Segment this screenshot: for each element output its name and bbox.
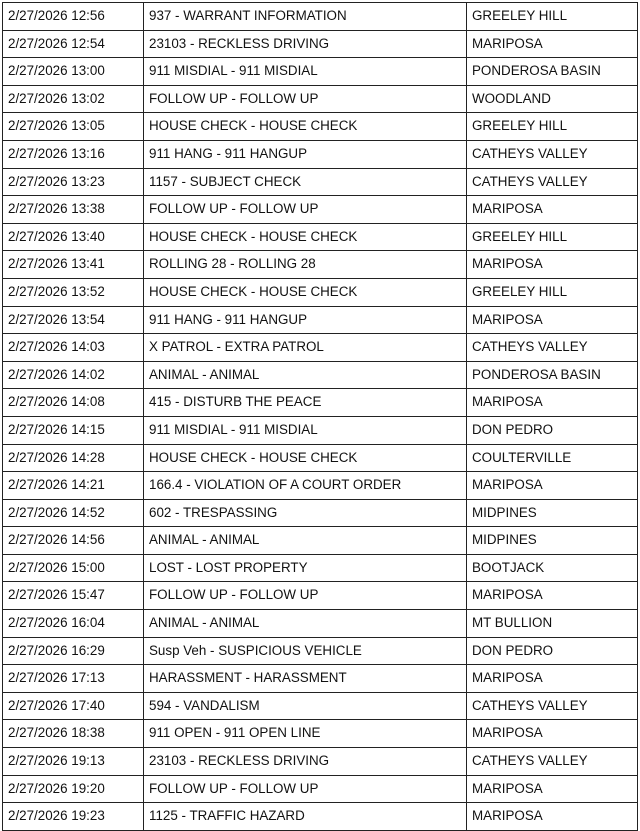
- location-cell: MARIPOSA: [467, 30, 638, 58]
- table-row: [3, 334, 638, 362]
- location-cell: WOODLAND: [467, 85, 638, 113]
- table-row: [3, 665, 638, 693]
- table-row: [3, 610, 638, 638]
- table-row: [3, 554, 638, 582]
- call-type-cell: HARASSMENT - HARASSMENT: [144, 665, 467, 693]
- datetime-cell: 2/27/2026 13:05: [3, 113, 144, 141]
- datetime-cell: 2/27/2026 18:38: [3, 720, 144, 748]
- location-cell: DON PEDRO: [467, 637, 638, 665]
- table-row: [3, 582, 638, 610]
- datetime-cell: 2/27/2026 14:02: [3, 361, 144, 389]
- call-type-cell: FOLLOW UP - FOLLOW UP: [144, 196, 467, 224]
- call-type-cell: LOST - LOST PROPERTY: [144, 554, 467, 582]
- datetime-cell: 2/27/2026 13:38: [3, 196, 144, 224]
- call-type-cell: 1125 - TRAFFIC HAZARD: [144, 803, 467, 831]
- datetime-cell: 2/27/2026 12:56: [3, 3, 144, 31]
- location-cell: MIDPINES: [467, 527, 638, 555]
- table-row: [3, 416, 638, 444]
- datetime-cell: 2/27/2026 13:02: [3, 85, 144, 113]
- call-type-cell: HOUSE CHECK - HOUSE CHECK: [144, 113, 467, 141]
- table-row: [3, 361, 638, 389]
- table-row: [3, 527, 638, 555]
- datetime-cell: 2/27/2026 13:16: [3, 140, 144, 168]
- table-row: [3, 140, 638, 168]
- call-type-cell: 415 - DISTURB THE PEACE: [144, 389, 467, 417]
- call-type-cell: 23103 - RECKLESS DRIVING: [144, 748, 467, 776]
- datetime-cell: 2/27/2026 13:23: [3, 168, 144, 196]
- table-row: [3, 720, 638, 748]
- location-cell: MARIPOSA: [467, 472, 638, 500]
- table-row: [3, 389, 638, 417]
- location-cell: MT BULLION: [467, 610, 638, 638]
- call-type-cell: 911 MISDIAL - 911 MISDIAL: [144, 416, 467, 444]
- call-type-cell: ANIMAL - ANIMAL: [144, 527, 467, 555]
- location-cell: COULTERVILLE: [467, 444, 638, 472]
- call-type-cell: X PATROL - EXTRA PATROL: [144, 334, 467, 362]
- location-cell: MIDPINES: [467, 499, 638, 527]
- location-cell: GREELEY HILL: [467, 223, 638, 251]
- location-cell: DON PEDRO: [467, 416, 638, 444]
- datetime-cell: 2/27/2026 13:54: [3, 306, 144, 334]
- datetime-cell: 2/27/2026 14:52: [3, 499, 144, 527]
- location-cell: MARIPOSA: [467, 720, 638, 748]
- datetime-cell: 2/27/2026 13:41: [3, 251, 144, 279]
- location-cell: MARIPOSA: [467, 665, 638, 693]
- datetime-cell: 2/27/2026 15:47: [3, 582, 144, 610]
- location-cell: GREELEY HILL: [467, 113, 638, 141]
- table-row: [3, 775, 638, 803]
- call-type-cell: 594 - VANDALISM: [144, 692, 467, 720]
- table-row: [3, 748, 638, 776]
- location-cell: MARIPOSA: [467, 306, 638, 334]
- call-type-cell: HOUSE CHECK - HOUSE CHECK: [144, 278, 467, 306]
- location-cell: MARIPOSA: [467, 803, 638, 831]
- datetime-cell: 2/27/2026 14:21: [3, 472, 144, 500]
- location-cell: BOOTJACK: [467, 554, 638, 582]
- table-row: [3, 196, 638, 224]
- datetime-cell: 2/27/2026 14:03: [3, 334, 144, 362]
- datetime-cell: 2/27/2026 14:08: [3, 389, 144, 417]
- call-type-cell: FOLLOW UP - FOLLOW UP: [144, 775, 467, 803]
- location-cell: GREELEY HILL: [467, 278, 638, 306]
- location-cell: MARIPOSA: [467, 389, 638, 417]
- datetime-cell: 2/27/2026 17:13: [3, 665, 144, 693]
- call-type-cell: HOUSE CHECK - HOUSE CHECK: [144, 444, 467, 472]
- location-cell: CATHEYS VALLEY: [467, 748, 638, 776]
- datetime-cell: 2/27/2026 13:40: [3, 223, 144, 251]
- table-row: [3, 223, 638, 251]
- datetime-cell: 2/27/2026 19:13: [3, 748, 144, 776]
- location-cell: MARIPOSA: [467, 582, 638, 610]
- call-log-body: [3, 3, 638, 831]
- datetime-cell: 2/27/2026 14:56: [3, 527, 144, 555]
- location-cell: MARIPOSA: [467, 775, 638, 803]
- datetime-cell: 2/27/2026 16:04: [3, 610, 144, 638]
- call-type-cell: ANIMAL - ANIMAL: [144, 361, 467, 389]
- datetime-cell: 2/27/2026 17:40: [3, 692, 144, 720]
- table-row: [3, 444, 638, 472]
- table-row: [3, 278, 638, 306]
- location-cell: CATHEYS VALLEY: [467, 692, 638, 720]
- datetime-cell: 2/27/2026 13:52: [3, 278, 144, 306]
- table-row: [3, 692, 638, 720]
- call-type-cell: FOLLOW UP - FOLLOW UP: [144, 85, 467, 113]
- table-row: [3, 168, 638, 196]
- call-type-cell: FOLLOW UP - FOLLOW UP: [144, 582, 467, 610]
- table-row: [3, 30, 638, 58]
- call-type-cell: ROLLING 28 - ROLLING 28: [144, 251, 467, 279]
- location-cell: CATHEYS VALLEY: [467, 140, 638, 168]
- call-type-cell: 911 OPEN - 911 OPEN LINE: [144, 720, 467, 748]
- call-type-cell: 911 HANG - 911 HANGUP: [144, 306, 467, 334]
- table-row: [3, 113, 638, 141]
- location-cell: PONDEROSA BASIN: [467, 361, 638, 389]
- table-row: [3, 251, 638, 279]
- location-cell: MARIPOSA: [467, 196, 638, 224]
- table-row: [3, 85, 638, 113]
- datetime-cell: 2/27/2026 16:29: [3, 637, 144, 665]
- call-log-table: [2, 2, 638, 831]
- call-type-cell: ANIMAL - ANIMAL: [144, 610, 467, 638]
- datetime-cell: 2/27/2026 19:20: [3, 775, 144, 803]
- table-row: [3, 499, 638, 527]
- datetime-cell: 2/27/2026 14:28: [3, 444, 144, 472]
- table-row: [3, 637, 638, 665]
- call-type-cell: 602 - TRESPASSING: [144, 499, 467, 527]
- datetime-cell: 2/27/2026 12:54: [3, 30, 144, 58]
- call-type-cell: 911 HANG - 911 HANGUP: [144, 140, 467, 168]
- datetime-cell: 2/27/2026 13:00: [3, 58, 144, 86]
- call-type-cell: HOUSE CHECK - HOUSE CHECK: [144, 223, 467, 251]
- location-cell: CATHEYS VALLEY: [467, 168, 638, 196]
- call-type-cell: Susp Veh - SUSPICIOUS VEHICLE: [144, 637, 467, 665]
- datetime-cell: 2/27/2026 19:23: [3, 803, 144, 831]
- call-type-cell: 911 MISDIAL - 911 MISDIAL: [144, 58, 467, 86]
- table-row: [3, 472, 638, 500]
- table-row: [3, 3, 638, 31]
- table-row: [3, 803, 638, 831]
- location-cell: PONDEROSA BASIN: [467, 58, 638, 86]
- datetime-cell: 2/27/2026 14:15: [3, 416, 144, 444]
- call-type-cell: 166.4 - VIOLATION OF A COURT ORDER: [144, 472, 467, 500]
- location-cell: CATHEYS VALLEY: [467, 334, 638, 362]
- table-row: [3, 58, 638, 86]
- table-row: [3, 306, 638, 334]
- location-cell: GREELEY HILL: [467, 3, 638, 31]
- call-type-cell: 1157 - SUBJECT CHECK: [144, 168, 467, 196]
- call-type-cell: 23103 - RECKLESS DRIVING: [144, 30, 467, 58]
- call-type-cell: 937 - WARRANT INFORMATION: [144, 3, 467, 31]
- datetime-cell: 2/27/2026 15:00: [3, 554, 144, 582]
- location-cell: MARIPOSA: [467, 251, 638, 279]
